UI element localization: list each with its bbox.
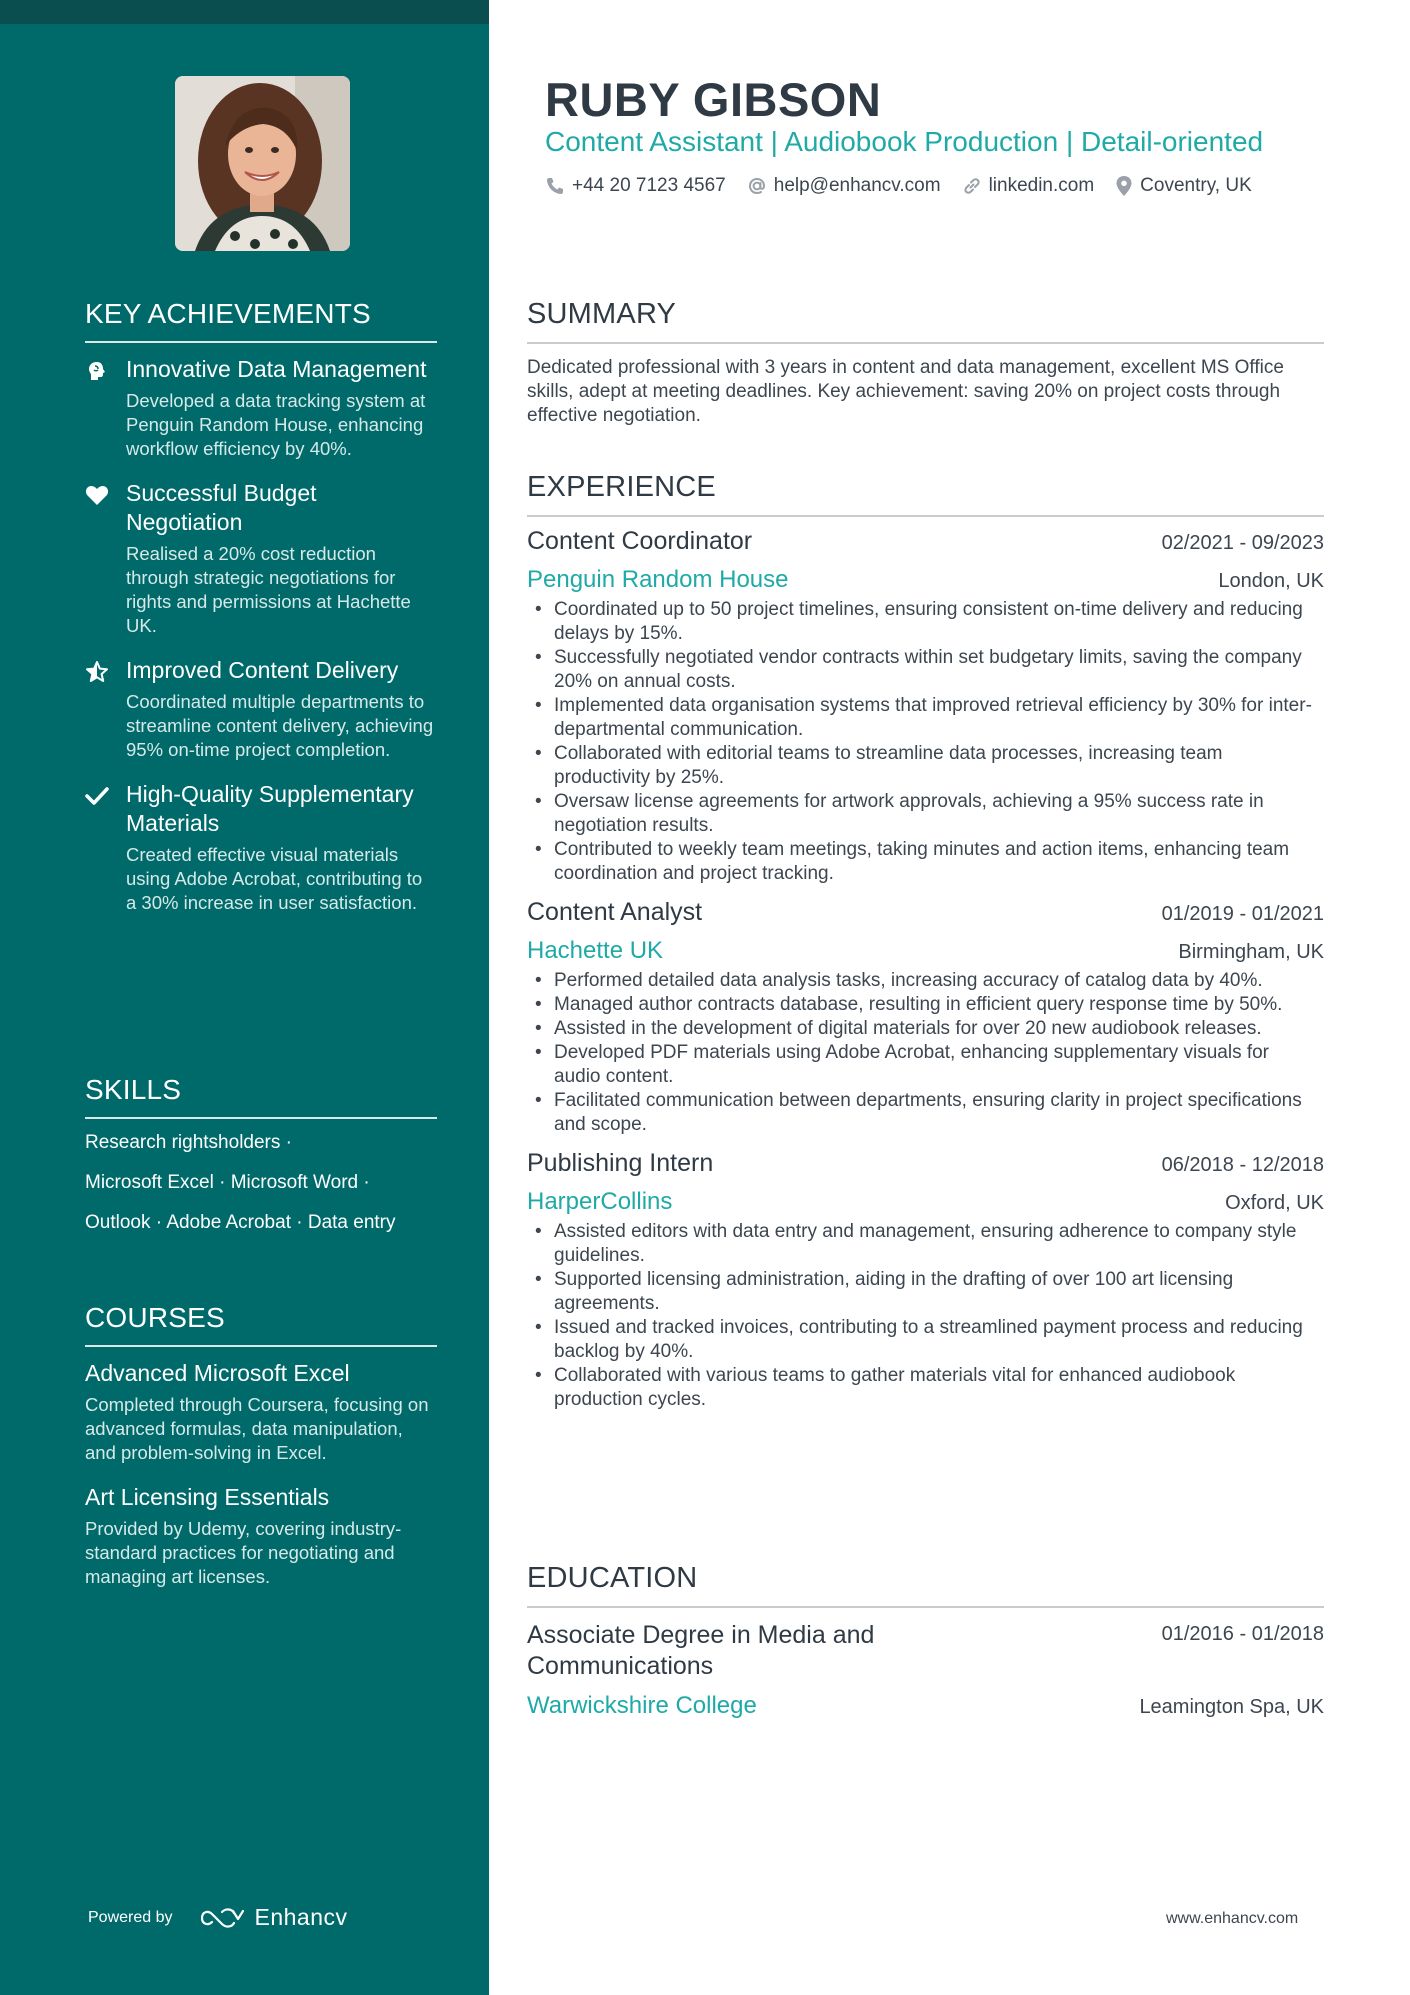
enhancv-brand-name: Enhancv [254,1904,348,1930]
experience-title: EXPERIENCE [527,471,1324,517]
course-item [85,1483,437,1589]
skills-line: Outlook · Adobe Acrobat · Data entry [85,1212,396,1233]
education-title: EDUCATION [527,1562,1324,1608]
job-bullet: • Issued and tracked invoices, contributing to a streamlined payment process and reducing backlog by 40%. [527,1316,1324,1364]
job-title: Content Analyst [527,898,703,926]
candidate-name: RUBY GIBSON [545,73,882,126]
job-company: HarperCollins [527,1188,673,1215]
achievements-section [85,298,437,915]
enhancv-logo-icon [199,1907,245,1929]
degree-title: Associate Degree in Media and Communications [527,1621,875,1680]
job-bullet: • Assisted in the development of digital materials for over 20 new audiobook releases. [527,1017,1324,1041]
location-text: Coventry, UK [1140,175,1252,196]
school-location: Leamington Spa, UK [1139,1696,1324,1718]
course-item [85,1359,437,1465]
job-bullets [527,1220,1324,1412]
job-location: Birmingham, UK [1178,941,1324,963]
achievement-item [85,656,437,762]
job-date: 01/2019 - 01/2021 [1161,903,1324,925]
job-entry [527,898,1324,1137]
job-date: 06/2018 - 12/2018 [1161,1154,1324,1176]
skills-line: Microsoft Excel · Microsoft Word · [85,1172,370,1193]
achievement-title: Improved Content Delivery [126,657,399,683]
job-bullet: • Performed detailed data analysis tasks, increasing accuracy of catalog data by 40%. [527,969,1324,993]
phone-icon [545,176,565,196]
experience-section [527,471,1324,1412]
achievement-description: Realised a 20% cost reduction through strategic negotiations for rights and permissions at Hachette UK. [126,543,411,636]
job-title: Publishing Intern [527,1149,714,1177]
phone-text: +44 20 7123 4567 [572,175,726,196]
courses-title: COURSES [85,1302,437,1347]
course-description: Provided by Udemy, covering industry-standard practices for negotiating and managing art licenses. [85,1518,402,1587]
candidate-headline: Content Assistant | Audiobook Production | Detail-oriented [545,126,1264,157]
contact-location [1115,175,1252,197]
sidebar-top-bar [0,0,489,24]
job-bullets [527,969,1324,1137]
course-title: Art Licensing Essentials [85,1484,330,1510]
enhancv-logo[interactable] [199,1904,348,1931]
contact-phone[interactable] [545,175,726,197]
achievement-title: High-Quality Supplementary Materials [126,781,414,836]
achievement-description: Created effective visual materials using Adobe Acrobat, contributing to a 30% increase in user satisfaction. [126,844,423,913]
education-date: 01/2016 - 01/2018 [1161,1623,1324,1645]
job-bullet: • Supported licensing administration, aiding in the drafting of over 100 art licensing agreements. [527,1268,1324,1316]
job-bullet: • Facilitated communication between departments, ensuring clarity in project specifications and scope. [527,1089,1324,1137]
skills-section [85,1074,437,1243]
summary-text: Dedicated professional with 3 years in content and data management, excellent MS Office skills, adept at meeting deadlines. Key achievement: saving 20% on project costs through effective negotiation. [527,357,1284,426]
heart-icon [85,483,109,507]
courses-section [85,1302,437,1589]
powered-by-label: Powered by [88,1908,173,1926]
job-bullet: • Collaborated with editorial teams to streamline data processes, increasing team productivity by 25%. [527,742,1324,790]
sidebar [0,0,489,1995]
contact-email[interactable] [747,175,941,197]
course-description: Completed through Coursera, focusing on advanced formulas, data manipulation, and problem-solving in Excel. [85,1394,429,1463]
job-bullet: • Contributed to weekly team meetings, taking minutes and action items, enhancing team coordination and project tracking. [527,838,1324,886]
brain-icon [85,359,109,383]
job-bullet: • Collaborated with various teams to gather materials vital for enhanced audiobook production cycles. [527,1364,1324,1412]
job-bullet: • Managed author contracts database, resulting in efficient query response time by 50%. [527,993,1324,1017]
job-bullet: • Coordinated up to 50 project timelines, ensuring consistent on-time delivery and reducing delays by 15%. [527,598,1324,646]
course-title: Advanced Microsoft Excel [85,1360,350,1386]
job-date: 02/2021 - 09/2023 [1161,532,1324,554]
job-location: Oxford, UK [1225,1192,1324,1214]
job-bullet: • Oversaw license agreements for artwork approvals, achieving a 95% success rate in negotiation results. [527,790,1324,838]
achievement-title: Successful Budget Negotiation [126,480,317,535]
powered-by [88,1904,348,1931]
achievement-description: Coordinated multiple departments to streamline content delivery, achieving 95% on-time project completion. [126,691,434,760]
achievement-title: Innovative Data Management [126,356,427,382]
summary-title: SUMMARY [527,298,1324,344]
job-entry [527,1149,1324,1412]
education-entry [527,1620,1324,1720]
contact-linkedin[interactable] [962,175,1095,197]
summary-section [527,298,1324,428]
profile-photo [175,76,350,251]
skills-title: SKILLS [85,1074,437,1119]
achievement-item [85,780,437,915]
check-icon [85,784,109,808]
at-sign-icon [747,176,767,196]
location-pin-icon [1115,175,1133,197]
achievement-item [85,355,437,461]
job-bullet: • Implemented data organisation systems that improved retrieval efficiency by 30% for inter-departmental communication. [527,694,1324,742]
job-bullet: • Developed PDF materials using Adobe Acrobat, enhancing supplementary visuals for audio content. [527,1041,1324,1089]
job-company: Hachette UK [527,937,664,964]
achievement-description: Developed a data tracking system at Penguin Random House, enhancing workflow efficiency by 40%. [126,390,426,459]
star-half-icon [85,660,109,684]
contact-bar [545,175,1273,197]
linkedin-text: linkedin.com [988,175,1095,196]
school-name: Warwickshire College [527,1692,757,1719]
job-bullet: • Assisted editors with data entry and management, ensuring adherence to company style guidelines. [527,1220,1324,1268]
job-bullet: • Successfully negotiated vendor contracts within set budgetary limits, saving the company 20% on annual costs. [527,646,1324,694]
skills-line: Research rightsholders · [85,1132,292,1153]
achievement-item [85,479,437,638]
job-location: London, UK [1218,570,1324,592]
job-title: Content Coordinator [527,527,753,555]
job-company: Penguin Random House [527,566,789,593]
job-entry [527,527,1324,886]
achievements-title: KEY ACHIEVEMENTS [85,298,437,343]
footer-url[interactable]: www.enhancv.com [1166,1910,1299,1927]
link-icon [962,176,982,196]
job-bullets [527,598,1324,886]
email-text: help@enhancv.com [773,175,941,196]
education-section [527,1562,1324,1720]
